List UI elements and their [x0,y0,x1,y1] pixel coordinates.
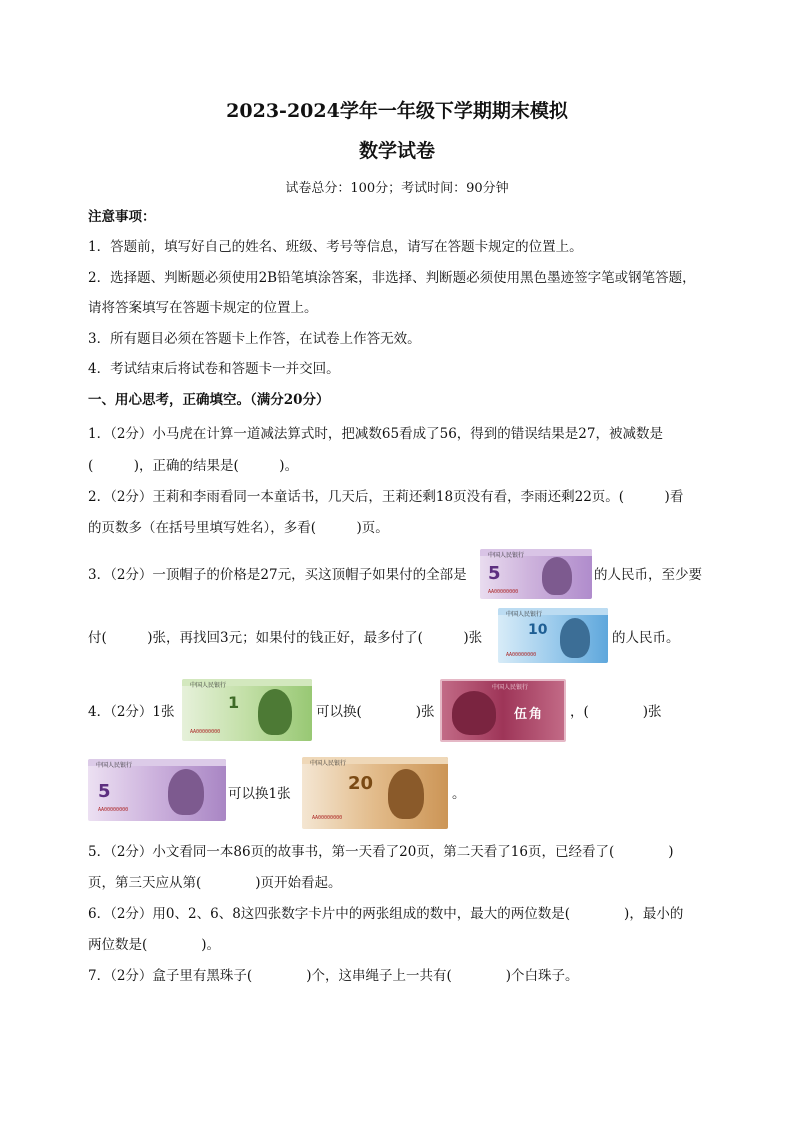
note-item: 3．所有题目必须在答题卡上作答，在试卷上作答无效。 [88,331,421,347]
denomination-label: 1 [228,693,240,712]
bank-name: 中国人民银行 [488,552,525,559]
portrait-icon [168,769,204,815]
note-item: 请将答案填写在答题卡规定的位置上。 [88,300,318,316]
question-4-line-2-b: 。 [452,786,466,802]
question-3-line-1-a: 3．（2分）一顶帽子的价格是27元，买这顶帽子如果付的全部是 [88,567,467,583]
denomination-label: 20 [348,773,374,794]
ten-yuan-banknote-image: 中国人民银行 10 AA00000000 [498,608,608,663]
exam-title: 2023-2024学年一年级下学期期末模拟 [226,100,568,122]
question-6-line-1: 6．（2分）用0、2、6、8这四张数字卡片中的两张组成的数中，最大的两位数是( )，最小的 [88,906,684,922]
question-6-line-2: 两位数是( )。 [88,937,221,953]
bank-name: 中国人民银行 [96,762,133,769]
note-item: 4．考试结束后将试卷和答题卡一并交回。 [88,361,340,377]
five-yuan-banknote-image: 中国人民银行 5 AA00000000 [88,759,226,821]
question-4-line-1-a: 4．（2分）1张 [88,704,175,720]
note-item: 1．答题前，填写好自己的姓名、班级、考号等信息，请写在答题卡规定的位置上。 [88,239,583,255]
portrait-icon [560,618,590,658]
denomination-label: 5 [98,781,111,802]
question-2-line-2: 的页数多（在括号里填写姓名），多看( )页。 [88,520,389,536]
section-heading: 一、用心思考，正确填空。（满分20分） [88,392,330,408]
exam-subject-title: 数学试卷 [358,140,435,162]
denomination-label: 伍角 [514,707,545,722]
portrait-icon [258,689,292,735]
question-4-line-1-c: ，( )张 [570,704,662,720]
five-yuan-banknote-image: 中国人民银行 5 AA00000000 [480,549,592,599]
portrait-icon [542,557,572,595]
bank-name: 中国人民银行 [310,760,347,767]
denomination-label: 10 [528,622,548,638]
question-1-line-1: 1．（2分）小马虎在计算一道减法算式时，把减数65看成了56，得到的错误结果是27，被减数是 [88,426,663,442]
portrait-icon [452,691,496,735]
portrait-icon [388,769,424,819]
question-2-line-1: 2．（2分）王莉和李雨看同一本童话书，几天后，王莉还剩18页没有看，李雨还剩22页。( )看 [88,489,684,505]
question-3-line-1-b: 的人民币，至少要 [594,567,702,583]
denomination-label: 5 [488,563,501,584]
note-item: 2．选择题、判断题必须使用2B铅笔填涂答案，非选择、判断题必须使用黑色墨迹签字笔或钢笔答题， [88,270,696,286]
exam-info: 试卷总分：100分；考试时间：90分钟 [285,181,509,196]
question-5-line-1: 5．（2分）小文看同一本86页的故事书，第一天看了20页，第二天看了16页，已经看了( ) [88,844,674,860]
question-5-line-2: 页，第三天应从第( )页开始看起。 [88,875,342,891]
question-4-line-2-a: 可以换1张 [228,786,291,802]
one-yuan-banknote-image: 中国人民银行 1 AA00000000 [182,679,312,741]
bank-name: 中国人民银行 [506,611,543,618]
twenty-yuan-banknote-image: 中国人民银行 20 AA00000000 [302,757,448,829]
question-3-line-2-b: 的人民币。 [612,630,680,646]
question-3-line-2-a: 付( )张，再找回3元；如果付的钱正好，最多付了( )张 [88,630,483,646]
question-4-line-1-b: 可以换( )张 [316,704,435,720]
question-1-line-2: ( )，正确的结果是( )。 [88,458,299,474]
notes-heading: 注意事项： [88,209,156,225]
five-jiao-banknote-image [440,679,566,742]
bank-name: 中国人民银行 [492,684,529,691]
bank-name: 中国人民银行 [190,682,227,689]
question-7-line-1: 7．（2分）盒子里有黑珠子( )个，这串绳子上一共有( )个白珠子。 [88,968,579,984]
